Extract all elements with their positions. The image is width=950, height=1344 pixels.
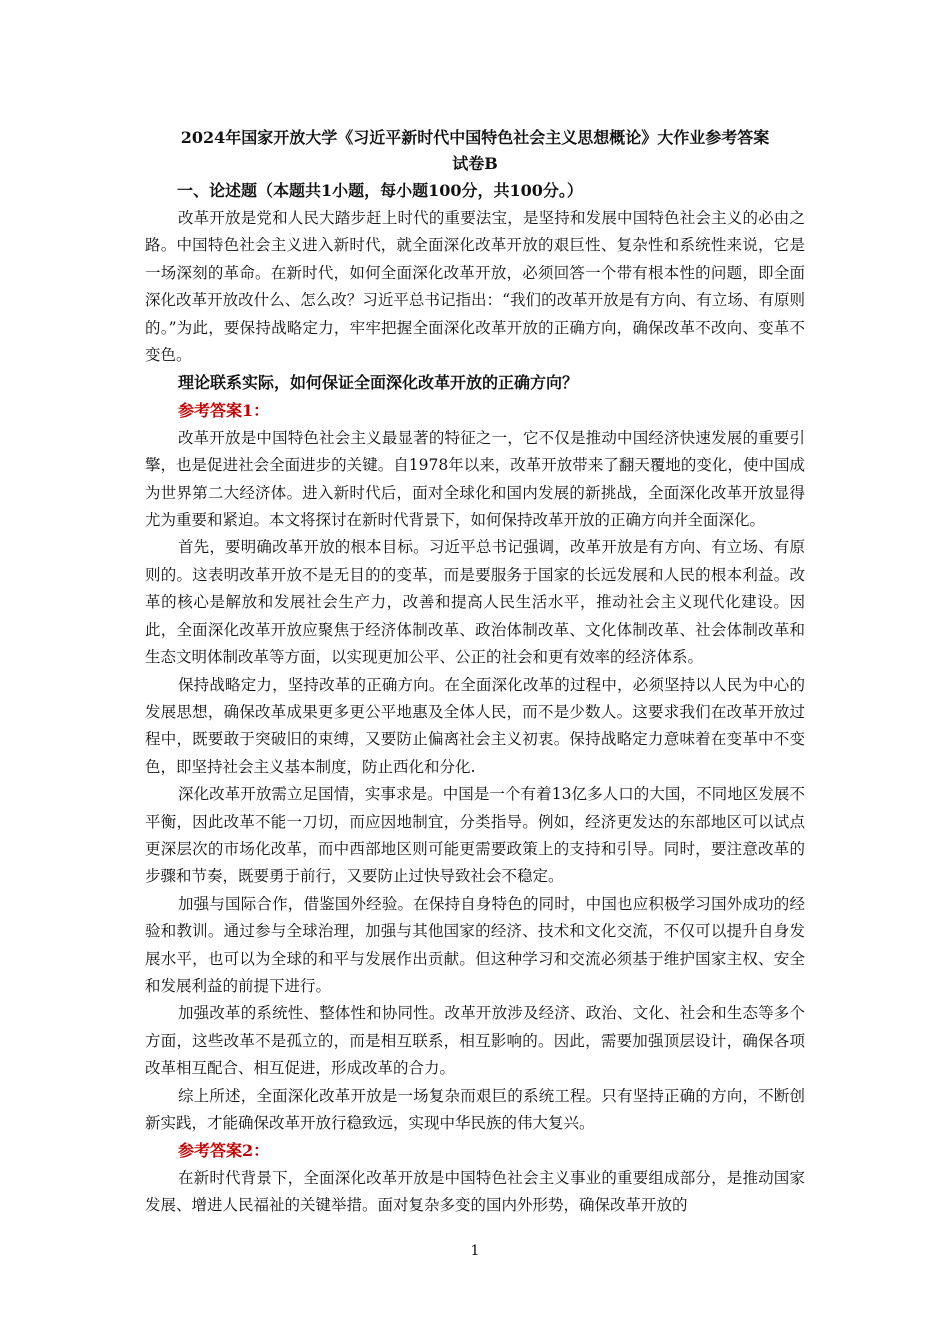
essay-question: 理论联系实际，如何保证全面深化改革开放的正确方向？ [178, 373, 579, 393]
answer1-label: 参考答案1： [178, 401, 270, 421]
intro-paragraph: 改革开放是党和人民大踏步赶上时代的重要法宝，是坚持和发展中国特色社会主义的必由之路。中国特色社会主义进入新时代，就全面深化改革开放的艰巨性、复杂性和系统性来说，它是一场深刻的革命。在新时代，如何全面深化改革开放，必须回答一个带有根本性的问题，即全面深化改革开放改什么、怎么改？习近平总书记指出：“我们的改革开放是有方向、有立场、有原则的。”为此，要保持战略定力，牢牢把握全面深化改革开放的正确方向，确保改革不改向、变革不变色。 [145, 209, 805, 365]
document-title: 2024年国家开放大学《习近平新时代中国特色社会主义思想概论》大作业参考答案 [180, 128, 770, 147]
answer2-paragraph: 在新时代背景下，全面深化改革开放是中国特色社会主义事业的重要组成部分，是推动国家发展、增进人民福祉的关键举措。面对复杂多变的国内外形势，确保改革开放的 [145, 1168, 805, 1215]
answer1-paragraph: 保持战略定力，坚持改革的正确方向。在全面深化改革的过程中，必须坚持以人民为中心的发展思想，确保改革成果更多更公平地惠及全体人民，而不是少数人。这要求我们在改革开放过程中，既要敢于突破旧的束缚，又要防止偏离社会主义初衷。保持战略定力意味着在变革中不变色，即坚持社会主义基本制度，防止西化和分化. [145, 675, 805, 776]
answer1-paragraph: 深化改革开放需立足国情，实事求是。中国是一个有着13亿多人口的大国，不同地区发展不平衡，因此改革不能一刀切，而应因地制宜，分类指导。例如，经济更发达的东部地区可以试点更深层次的市场化改革，而中西部地区则可能更需要政策上的支持和引导。同时，要注意改革的步骤和节奏，既要勇于前行，又要防止过快导致社会不稳定。 [145, 785, 805, 886]
answer1-paragraph: 加强改革的系统性、整体性和协同性。改革开放涉及经济、政治、文化、社会和生态等多个方面，这些改革不是孤立的，而是相互联系，相互影响的。因此，需要加强顶层设计，确保各项改革相互配合、相互促进，形成改革的合力。 [145, 1004, 805, 1078]
answer2-label: 参考答案2： [178, 1141, 270, 1161]
page-number: 1 [470, 1243, 480, 1259]
answer1-paragraph: 综上所述，全面深化改革开放是一场复杂而艰巨的系统工程。只有坚持正确的方向，不断创新实践，才能确保改革开放行稳致远，实现中华民族的伟大复兴。 [145, 1086, 805, 1132]
answer1-paragraph: 加强与国际合作，借鉴国外经验。在保持自身特色的同时，中国也应积极学习国外成功的经验和教训。通过参与全球治理，加强与其他国家的经济、技术和文化交流，不仅可以提升自身发展水平，也可以为全球的和平与发展作出贡献。但这种学习和交流必须基于维护国家主权、安全和发展利益的前提下进行。 [145, 894, 805, 995]
answer1-paragraph: 首先，要明确改革开放的根本目标。习近平总书记强调，改革开放是有方向、有立场、有原则的。这表明改革开放不是无目的的变革，而是要服务于国家的长远发展和人民的根本利益。改革的核心是解放和发展社会生产力，改善和提高人民生活水平，推动社会主义现代化建设。因此，全面深化改革开放应聚焦于经济体制改革、政治体制改革、文化体制改革、社会体制改革和生态文明体制改革等方面，以实现更加公平、公正的社会和更有效率的经济体系。 [145, 538, 805, 667]
answer1-paragraph: 改革开放是中国特色社会主义最显著的特征之一，它不仅是推动中国经济快速发展的重要引擎，也是促进社会全面进步的关键。自1978年以来，改革开放带来了翻天覆地的变化，使中国成为世界第二大经济体。进入新时代后，面对全球化和国内发展的新挑战，全面深化改革开放显得尤为重要和紧迫。本文将探讨在新时代背景下，如何保持改革开放的正确方向并全面深化。 [145, 428, 805, 530]
document-subtitle: 试卷B [452, 154, 498, 173]
document-body [145, 125, 805, 1220]
section-heading: 一、论述题（本题共1小题，每小题100分，共100分。） [177, 181, 583, 200]
